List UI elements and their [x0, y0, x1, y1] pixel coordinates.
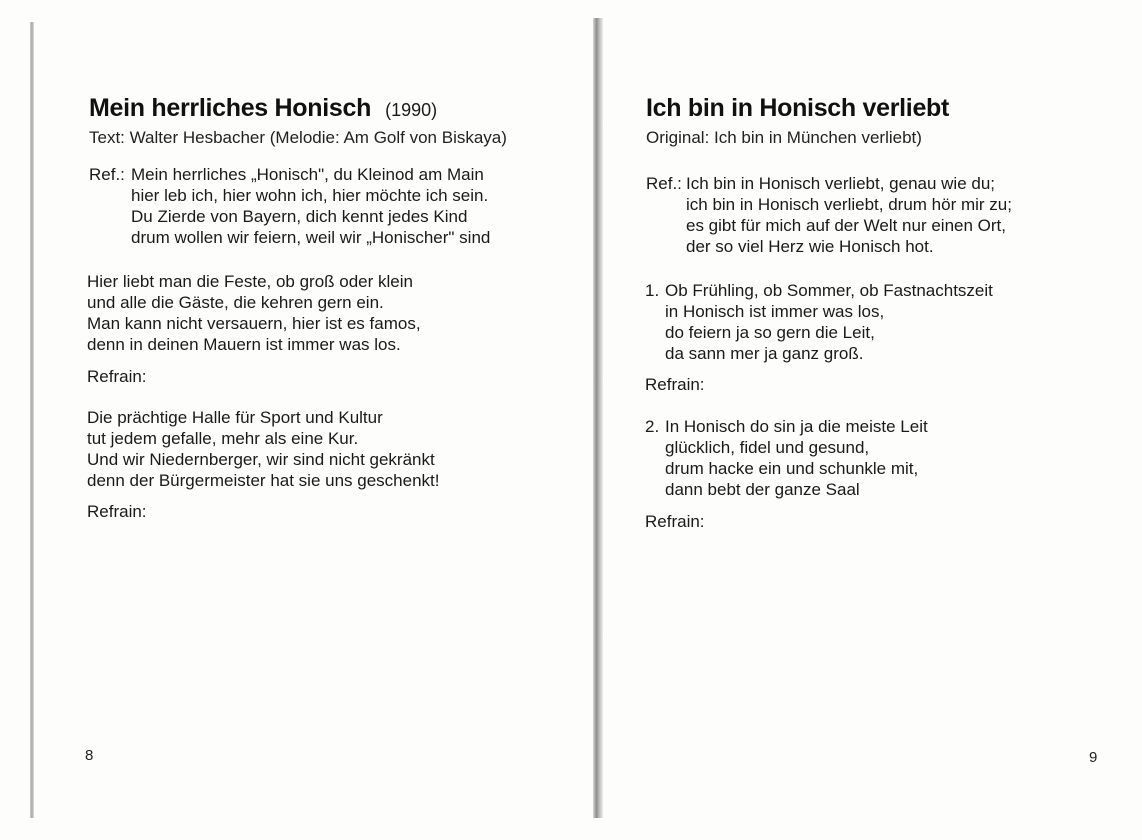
verse-line: da sann mer ja ganz groß.: [665, 344, 864, 363]
refrain-line: Ich bin in Honisch verliebt, genau wie du;: [686, 174, 996, 193]
refrain-marker: Refrain:: [645, 512, 705, 531]
song-credits: Text: Walter Hesbacher (Melodie: Am Golf von Biskaya): [89, 128, 507, 147]
refrain-first-line: [89, 164, 490, 185]
refrain-line: ich bin in Honisch verliebt, drum hör mir zu;: [686, 195, 1012, 214]
verse-number: 1.: [645, 281, 660, 300]
verse-first-line: [645, 280, 993, 301]
verse-line: tut jedem gefalle, mehr als eine Kur.: [87, 429, 359, 448]
verse-1: [645, 280, 993, 364]
refrain-line: Du Zierde von Bayern, dich kennt jedes Kind: [131, 207, 468, 226]
refrain-line: drum wollen wir feiern, weil wir „Honischer" sind: [131, 228, 491, 247]
verse-line: Die prächtige Halle für Sport und Kultur: [87, 408, 383, 427]
verse-first-line: [645, 416, 928, 437]
verse-1: [87, 271, 421, 355]
page-number: 9: [1089, 749, 1098, 766]
refrain-line: es gibt für mich auf der Welt nur einen Ort,: [686, 216, 1006, 235]
verse-line: und alle die Gäste, die kehren gern ein.: [87, 293, 384, 312]
refrain-line: Mein herrliches „Honisch", du Kleinod am Main: [131, 165, 484, 184]
refrain-line: der so viel Herz wie Honisch hot.: [686, 237, 934, 256]
song-year: (1990): [385, 100, 438, 120]
refrain-label: Ref.:: [646, 174, 682, 193]
verse-line: Und wir Niedernberger, wir sind nicht gekränkt: [87, 450, 435, 469]
verse-line: Hier liebt man die Feste, ob groß oder klein: [87, 272, 413, 291]
verse-line: Man kann nicht versauern, hier ist es famos,: [87, 314, 421, 333]
verse-line: glücklich, fidel und gesund,: [665, 438, 870, 457]
verse-line: Ob Frühling, ob Sommer, ob Fastnachtszeit: [665, 281, 993, 300]
song-original: Original: Ich bin in München verliebt): [646, 128, 922, 147]
verse-2: [645, 416, 928, 500]
verse-2: [87, 407, 439, 491]
book-spine: [593, 18, 603, 818]
verse-line: do feiern ja so gern die Leit,: [665, 323, 875, 342]
song-title-row: [89, 94, 437, 123]
song-title-row: [646, 94, 949, 123]
verse-line: in Honisch ist immer was los,: [665, 302, 885, 321]
verse-line: In Honisch do sin ja die meiste Leit: [665, 417, 928, 436]
refrain-label: Ref.:: [89, 165, 125, 184]
refrain-block: [89, 164, 490, 248]
refrain-marker: Refrain:: [87, 502, 147, 521]
verse-line: denn der Bürgermeister hat sie uns geschenkt!: [87, 471, 440, 490]
refrain-first-line: [646, 173, 1012, 194]
refrain-block: [646, 173, 1012, 257]
page-number: 8: [85, 747, 94, 764]
page-right: [603, 0, 1142, 840]
verse-line: denn in deinen Mauern ist immer was los.: [87, 335, 401, 354]
song-title: Mein herrliches Honisch: [89, 94, 372, 122]
refrain-marker: Refrain:: [645, 375, 705, 394]
verse-number: 2.: [645, 417, 660, 436]
refrain-line: hier leb ich, hier wohn ich, hier möchte ich sein.: [131, 186, 489, 205]
song-title: Ich bin in Honisch verliebt: [646, 94, 950, 122]
verse-line: dann bebt der ganze Saal: [665, 480, 860, 499]
refrain-marker: Refrain:: [87, 367, 147, 386]
page-left: [34, 0, 593, 840]
verse-line: drum hacke ein und schunkle mit,: [665, 459, 919, 478]
